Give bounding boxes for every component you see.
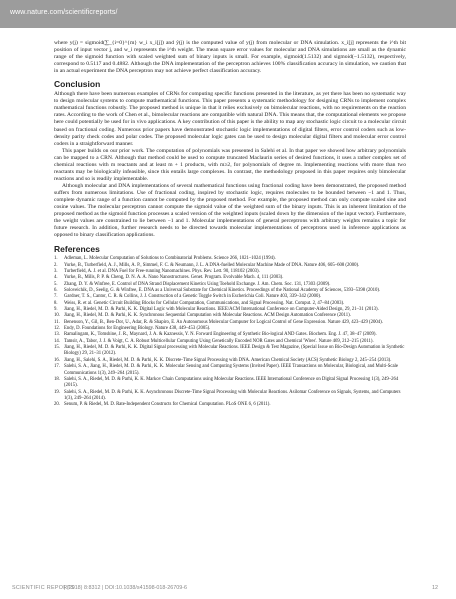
conclusion-paragraph-1: Although there have been numerous examples of CRNs for computing specific functions presented in the literature, as yet there has been no systematic way to design molecular systems to compute mathematical functions. This paper presents a systematic methodology for designing CRNs to implement complex mathematical functions robustly. The proposed method is unique in that it relies exclusively on bimolecular reactions, with no requirements on the reaction rates. According to the work of Chen et al., bimolecular reactions are compatible with natural DNA. This means that, the computational elements we propose here could potentially be used for in vivo applications. A key contribution of this paper is the ability to map any stochastic logic circuit to a molecular circuit based on fractional coding. Numerous prior papers have demonstrated stochastic logic implementations of digital filters, error control coders such as low-density parity check codes and polar codes. The proposed molecular logic gates can be used to design molecular digital filters and molecular error control coders in a straightforward manner.: [54, 91, 406, 147]
reference-item: [54, 390, 406, 403]
reference-number: 16.: [54, 357, 60, 363]
reference-text: Endy, D. Foundations for Engineering Biology. Nature 438, 449–453 (2005).: [64, 326, 211, 332]
reference-number: 1.: [54, 256, 58, 262]
reference-list: [54, 256, 406, 408]
reference-number: 2.: [54, 262, 58, 268]
reference-number: 13.: [54, 332, 60, 338]
reference-text: Gardner, T. S., Cantor, C. R. & Collins, J. J. Construction of a Genetic Toggle Switch in Escherichia Coli. Nature 403, 339–342 (2000).: [64, 294, 322, 300]
reference-number: 19.: [54, 389, 60, 395]
reference-text: Salehi, S. A., Riedel, M. D. & Parhi, K. K. Markov Chain Computations using Molecular Reactions. IEEE International Conference on Digital Signal Processing 1(3), 249–264 (2015).: [64, 376, 399, 389]
reference-text: Ramalingam, K., Tomshine, J. R., Maynard, J. A. & Kaznessis, Y. N. Forward Engineering of Synthetic Bio-logical AND Gates. Biochem. Eng. J. 47, 38–47 (2009).: [64, 332, 377, 338]
footer-citation: | (2018) 8:8312 | DOI:10.1038/s41598-018-26709-6: [64, 585, 187, 591]
intro-paragraph: where y(j) = sigmoid(∑_{i=0}^{m} w_i x_i[j]) and ŷ(j) is the computed value of y(j) from molecular or DNA simulation. x_i[j] represents the i^th bit position of input vector j, and w_i represents the i^th weight. The mean square error values for molecular and DNA simulations are small as the dynamic range of the sigmoid function with scaled weighted sum of binary inputs is small. For example, sigmoid(1.5132) and sigmoid(−1.5132), respectively, correspond to 0.5117 and 0.4882. Although the DNA implementation of the perceptron achieves 100% classification accuracy in simulation, we caution that in an actual experiment the DNA perceptron may not achieve perfect classification accuracy.: [54, 40, 406, 75]
reference-text: Weiss, R. et al. Genetic Circuit Building Blocks for Cellular Computation, Communications, and Signal Processing. Nat. Comput. 2, 47–84 (2003).: [64, 300, 345, 306]
reference-number: 9.: [54, 307, 58, 313]
reference-number: 18.: [54, 376, 60, 382]
reference-item: [54, 364, 406, 377]
reference-text: Yurke, B., Turberfield, A. J., Mills, A. P., Simmel, F. C. & Neumann, J. L. A DNA-fuelled Molecular Machine Made of DNA. Nature 406, 605–608 (2000).: [64, 262, 360, 268]
reference-number: 12.: [54, 326, 60, 332]
conclusion-heading: Conclusion: [54, 79, 101, 90]
reference-item: [54, 377, 406, 390]
reference-item: [54, 345, 406, 358]
reference-text: Tamsir, A., Tabor, J. J. & Voigt, C. A. Robust Multicellular Computing Using Genetically Encoded NOR Gates and Chemical 'Wires'. Nature 469, 212–215 (2011).: [64, 338, 374, 344]
reference-number: 20.: [54, 402, 60, 408]
conclusion-paragraph-2: This paper builds on our prior work. The computation of polynomials was presented in Salehi et al. In that paper we showed how arbitrary polynomials can be mapped to a CRN. Although that method could be used to compute truncated Maclaurin series of desired functions, it uses a rather complex set of chemical reactions with m reactants and at least m + 1 products, with m≥2, for polynomials of degree m. Implementing reactions with more than two reactants may be biologically infeasible, since this entails large complexes. In contrast, the methodology proposed in this paper requires only bimolecular reactions and so is readily implementable.: [54, 147, 406, 182]
reference-text: Jiang, H., Salehi, S. A., Riedel, M. D. & Parhi, K. K. Discrete-Time Signal Processing with DNA. American Chemical Society (ACS) Synthetic Biology 2, 245–254 (2013).: [64, 357, 392, 363]
reference-text: Jiang, H., Riedel, M. D. & Parhi, K. K. Synchronous Sequential Computation with Molecular Reactions. ACM Design Automation Conference (2011).: [64, 313, 351, 319]
reference-text: Zhang, D. Y. & Winfree, E. Control of DNA Strand Displacement Kinetics Using Toehold Exchange. J. Am. Chem. Soc. 131, 17303 (2009).: [64, 281, 331, 287]
reference-number: 11.: [54, 319, 60, 325]
reference-text: Soloveichik, D., Seelig, G. & Winfree, E. DNA as a Universal Substrate for Chemical Kinetics. Proceedings of the National Academy of Sciences, 5393–5398 (2010).: [64, 288, 381, 294]
reference-text: Turberfield, A. J. et al. DNA Fuel for Free-running Nanomachines. Phys. Rev. Lett. 90, 118102 (2003).: [64, 269, 260, 274]
reference-number: 10.: [54, 313, 60, 319]
reference-number: 6.: [54, 288, 58, 294]
references-heading: References: [54, 244, 100, 255]
reference-number: 8.: [54, 300, 58, 306]
reference-item: [54, 402, 406, 408]
journal-url[interactable]: www.nature.com/scientificreports/: [10, 9, 118, 16]
reference-text: Benenson, Y., Gil, B., Ben-Dor, U., Adar, R. & Shapiro, E. An Autonomous Molecular Computer for Logical Control of Gene Expression. Nature 429, 423–429 (2004).: [64, 319, 383, 325]
reference-text: Jiang, H., Riedel, M. D. & Parhi, K. K. Digital Logic with Molecular Reactions. IEEE/ACM International Conference on Computer-Aided Design, 29, 21–31 (2013).: [64, 307, 379, 313]
reference-number: 17.: [54, 364, 60, 370]
reference-text: Yurke, B., Mills, P. P. & Cheng, D. N. A. A. Nano Nanostructures. Genet. Program. Evolvable Mach. 4, 111 (2003).: [64, 275, 284, 281]
reference-text: Jiang, H., Riedel, M. D. & Parhi, K. K. Digital Signal processing with Molecular Reactions. IEEE Design & Test Magazine, (Special Issue on Bio-Design Automation in Synthetic Biology) 29, 21–31 (2012).: [64, 345, 405, 357]
reference-number: 15.: [54, 345, 60, 351]
reference-number: 3.: [54, 269, 58, 274]
reference-text: Adleman, L. Molecular Computation of Solutions to Combinatorial Problems. Science 266, 1021–1024 (1994).: [64, 256, 276, 262]
footer-journal-name: SCIENTIFIC REPORTS: [12, 585, 75, 591]
conclusion-paragraph-3: Although molecular and DNA implementations of several mathematical functions using fractional coding have been demonstrated, the proposed method suffers from numerous limitations. Use of fractional coding, inspired by stochastic logic, requires molecules to be bounded between −1 and 1. Thus, complete dynamic range of a function cannot be computed by the proposed method. For example, the proposed method can only compute scaled sine and cosine values. The molecular perceptron cannot compute the sigmoid value of the weighted sum of the binary inputs. This is an inherent limitation of the proposed method as the sigmoid function processes a scaled version of the weighted inputs (scaled down by the dimension of the input vector). Furthermore, the weight values are constrained to lie between −1 and 1. Molecular implementations of general perceptrons with arbitrary weights remains a topic for future research. In addition, further research needs to be directed towards molecular implementations of perceptrons used in inference applications as opposed to binary classification applications.: [54, 182, 406, 239]
page-number: 12: [432, 585, 438, 591]
reference-text: Salehi, S. A., Jiang, H., Riedel, M. D. & Parhi, K. K. Molecular Sensing and Computing Systems (Invited Paper). IEEE Transactions on Molecular, Biological, and Multi-Scale Communications 1(3), 249–264 (2015).: [64, 364, 398, 376]
article-body: [54, 40, 406, 409]
header-bar: [0, 0, 456, 28]
reference-number: 7.: [54, 294, 58, 300]
reference-number: 5.: [54, 281, 58, 287]
reference-text: Salehi, S. A., Riedel, M. D. & Parhi, K. K. Asynchronous Discrete-Time Signal Processing with Molecular Reactions. Asilomar Conference on Signals, Systems, and Computers 1(3), 249–264 (2014).: [64, 389, 401, 401]
reference-number: 14.: [54, 338, 60, 344]
reference-number: 4.: [54, 275, 58, 281]
reference-text: Senum, P. & Riedel, M. D. Rate-Independent Constructs for Chemical Computation. PLoS ONE 6, 6 (2011).: [64, 402, 271, 408]
